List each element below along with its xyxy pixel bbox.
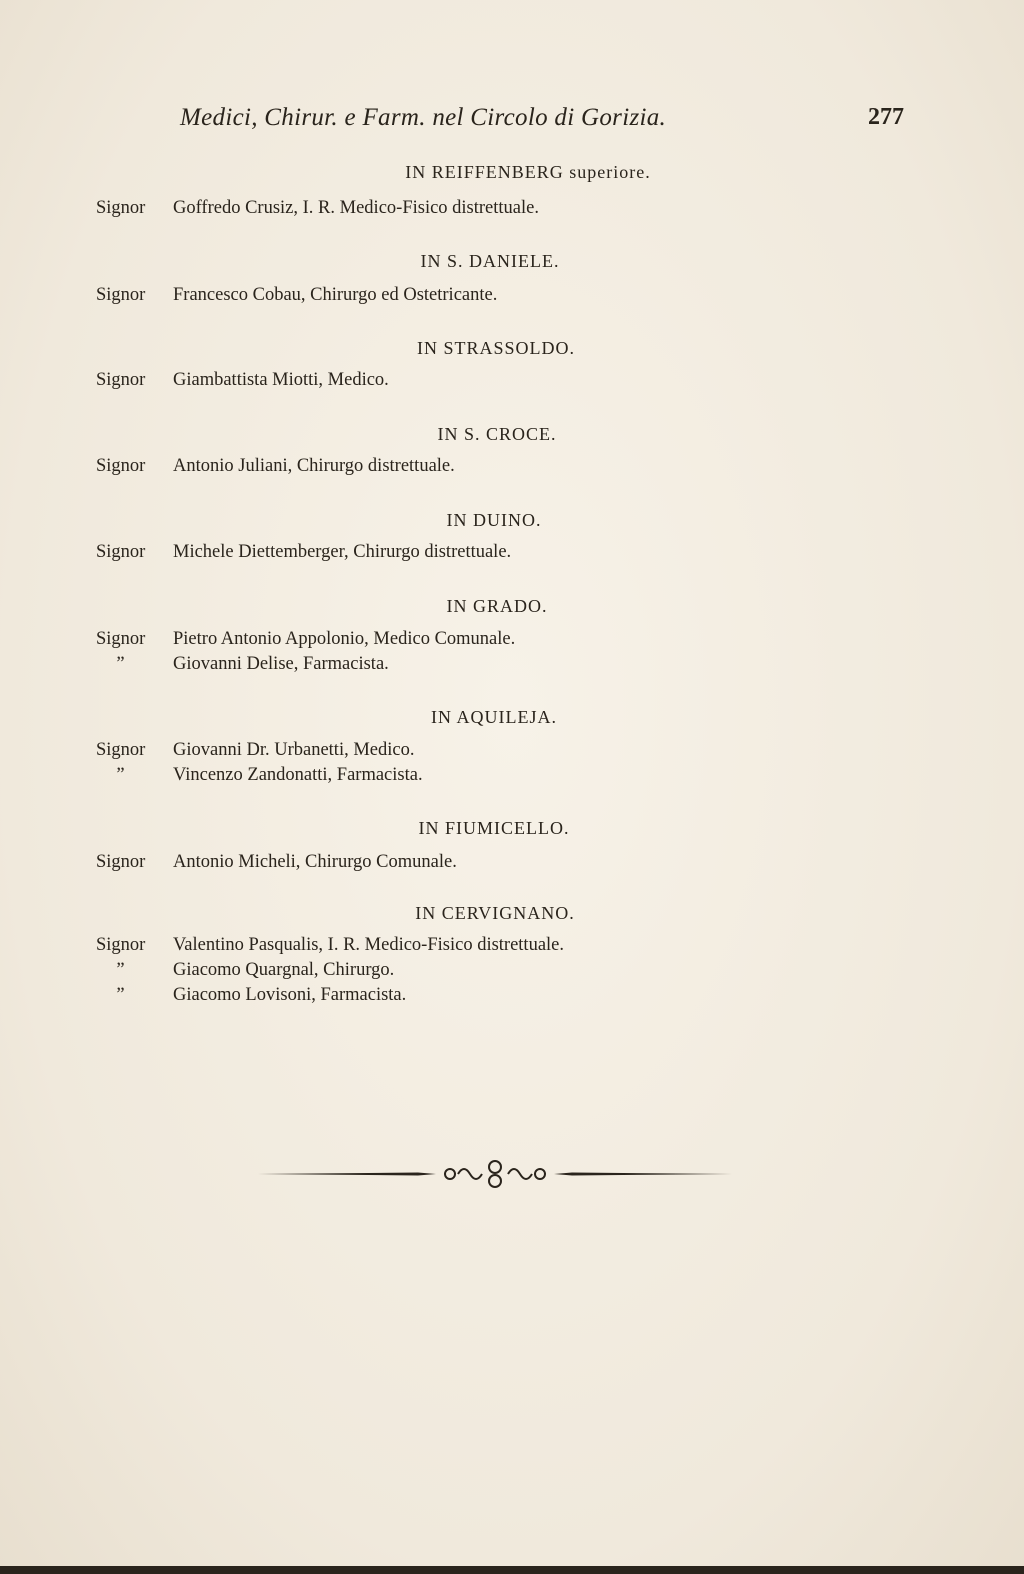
entry-text: Valentino Pasqualis, I. R. Medico-Fisico distrettuale. bbox=[173, 935, 565, 955]
entry-row bbox=[96, 285, 497, 306]
ornament-icon bbox=[258, 1154, 732, 1194]
entry-lead: Signor bbox=[96, 935, 146, 955]
ditto-mark: ” bbox=[116, 985, 125, 1005]
page-bottom-edge bbox=[0, 1566, 1024, 1574]
entry-text: Giovanni Delise, Farmacista. bbox=[173, 654, 389, 674]
entry-row bbox=[96, 198, 539, 219]
running-header bbox=[180, 104, 910, 144]
entry-lead: Signor bbox=[96, 740, 146, 760]
entry-row bbox=[96, 542, 511, 563]
entry-row bbox=[96, 852, 457, 873]
page-number: 277 bbox=[868, 104, 904, 130]
entry-lead: Signor bbox=[96, 456, 146, 476]
entry-lead: Signor bbox=[96, 285, 146, 305]
running-title: Medici, Chirur. e Farm. nel Circolo di Gorizia. bbox=[180, 104, 667, 131]
entry-text: Antonio Micheli, Chirurgo Comunale. bbox=[173, 852, 457, 872]
entry-lead: Signor bbox=[96, 852, 146, 872]
place-heading: IN REIFFENBERG superiore. bbox=[405, 162, 651, 182]
entry-row bbox=[96, 960, 394, 981]
ornamental-divider bbox=[258, 1154, 732, 1194]
entry-lead: Signor bbox=[96, 370, 146, 390]
entry-row bbox=[96, 456, 455, 477]
entry-lead: Signor bbox=[96, 629, 146, 649]
entry-text: Vincenzo Zandonatti, Farmacista. bbox=[173, 765, 423, 785]
entry-row bbox=[96, 985, 406, 1006]
ditto-mark: ” bbox=[116, 960, 125, 980]
entry-text: Giacomo Quargnal, Chirurgo. bbox=[173, 960, 395, 980]
entry-text: Giovanni Dr. Urbanetti, Medico. bbox=[173, 740, 415, 760]
entry-text: Michele Diettemberger, Chirurgo distrettuale. bbox=[173, 542, 512, 562]
ditto-mark: ” bbox=[116, 765, 125, 785]
place-heading: IN GRADO. bbox=[446, 596, 548, 616]
place-heading: IN S. DANIELE. bbox=[420, 251, 560, 271]
ditto-mark: ” bbox=[116, 654, 125, 674]
place-heading: IN STRASSOLDO. bbox=[416, 338, 576, 358]
entry-text: Francesco Cobau, Chirurgo ed Ostetricante. bbox=[173, 285, 498, 305]
place-heading: IN FIUMICELLO. bbox=[418, 818, 570, 838]
entry-row bbox=[96, 765, 423, 786]
place-heading: IN S. CROCE. bbox=[437, 424, 557, 444]
place-heading: IN CERVIGNANO. bbox=[415, 903, 575, 923]
entry-text: Giacomo Lovisoni, Farmacista. bbox=[173, 985, 407, 1005]
entry-row bbox=[96, 740, 414, 761]
entry-row bbox=[96, 629, 515, 650]
entry-text: Goffredo Crusiz, I. R. Medico-Fisico distrettuale. bbox=[173, 198, 539, 218]
entry-row bbox=[96, 654, 389, 675]
place-heading: IN AQUILEJA. bbox=[431, 707, 557, 727]
entry-text: Giambattista Miotti, Medico. bbox=[173, 370, 389, 390]
entry-text: Pietro Antonio Appolonio, Medico Comunale. bbox=[173, 629, 516, 649]
entry-lead: Signor bbox=[96, 198, 146, 218]
entry-row bbox=[96, 935, 564, 956]
place-heading: IN DUINO. bbox=[446, 510, 542, 530]
entry-row bbox=[96, 370, 389, 391]
entry-text: Antonio Juliani, Chirurgo distrettuale. bbox=[173, 456, 455, 476]
entry-lead: Signor bbox=[96, 542, 146, 562]
